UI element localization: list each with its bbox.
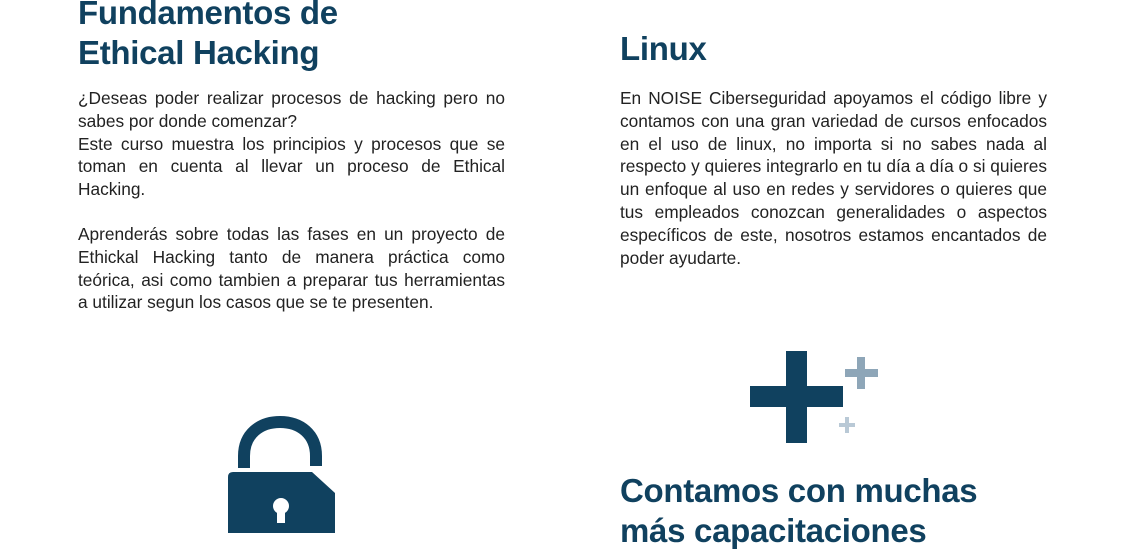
ethical-hacking-title xyxy=(78,0,538,73)
more-trainings-title-line2: más capacitaciones xyxy=(620,512,927,549)
more-trainings-title-line1: Contamos con muchas xyxy=(620,472,978,509)
ethical-hacking-intro xyxy=(78,87,505,201)
ethical-hacking-details: Aprenderás sobre todas las fases en un proyecto de Ethickal Hacking tanto de manera práctica como teórica, asi como tambien a preparar tus herramientas a utilizar segun los casos que se te presenten. xyxy=(78,224,505,313)
ethical-hacking-question: ¿Deseas poder realizar procesos de hacking pero no sabes por donde comenzar? xyxy=(78,88,505,131)
ethical-hacking-title-line1: Fundamentos de xyxy=(78,0,338,31)
ethical-hacking-description: Este curso muestra los principios y procesos que se toman en cuenta al llevar un proceso de Ethical Hacking. xyxy=(78,133,505,200)
more-trainings-title xyxy=(620,471,1100,551)
linux-title: Linux xyxy=(620,30,707,67)
linux-description: En NOISE Ciberseguridad apoyamos el código libre y contamos con una gran variedad de cursos enfocados en el uso de linux, no importa si no sabes nada al respecto y quieres integrarlo en tu día a día o si quieres un enfoque al uso en redes y servidores o quieres que tus empleados conozcan generalidades o aspectos específicos de este, nosotros estamos encantados de poder ayudarte. xyxy=(620,88,1047,268)
padlock-icon xyxy=(226,416,338,533)
ethical-hacking-title-line2: Ethical Hacking xyxy=(78,34,320,71)
plus-icon xyxy=(748,350,882,446)
